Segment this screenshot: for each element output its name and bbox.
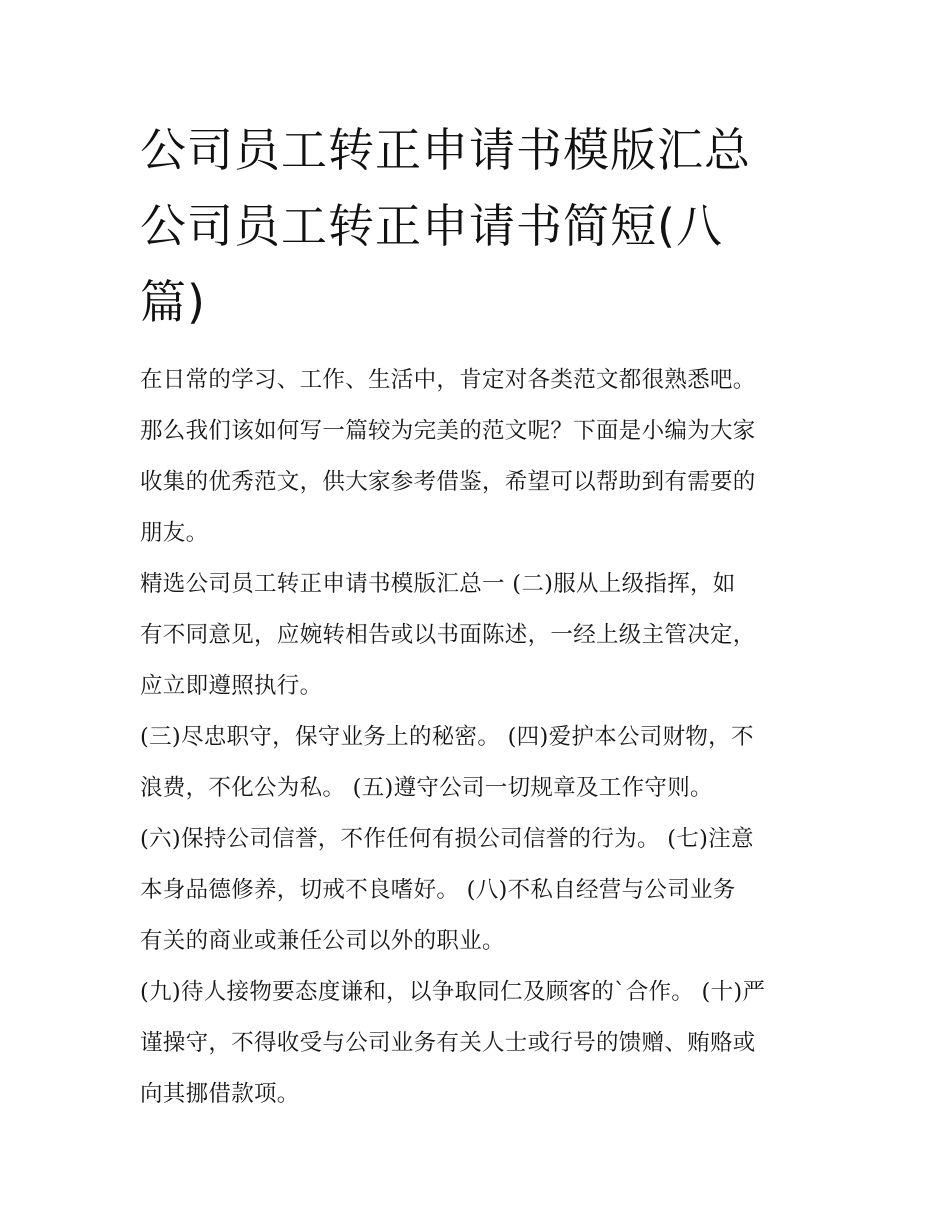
paragraph-rules-4 (140, 967, 830, 1120)
text-line: 谨操守，不得收受与公司业务有关人士或行号的馈赠、贿赂或 (140, 1030, 756, 1056)
text-line: 精选公司员工转正申请书模版汇总一 (二)服从上级指挥，如 (140, 571, 736, 597)
text-line: 本身品德修养，切戒不良嗜好。 (八)不私自经营与公司业务 (140, 877, 736, 903)
text-line: (九)待人接物要态度谦和，以争取同仁及顾客的`合作。 (十)严 (140, 979, 766, 1005)
document-title (140, 112, 820, 340)
text-line: 那么我们该如何写一篇较为完美的范文呢？下面是小编为大家 (140, 418, 756, 444)
text-line: 向其挪借款项。 (140, 1081, 300, 1107)
title-line: 公司员工转正申请书模版汇总 (140, 123, 751, 177)
text-line: (三)尽忠职守，保守业务上的秘密。 (四)爱护本公司财物，不 (140, 724, 754, 750)
text-line: 在日常的学习、工作、生活中，肯定对各类范文都很熟悉吧。 (140, 367, 756, 393)
title-line: 公司员工转正申请书简短(八 (140, 199, 723, 253)
document-body (140, 355, 830, 1120)
text-line: 有不同意见，应婉转相告或以书面陈述，一经上级主管决定， (140, 622, 756, 648)
paragraph-intro (140, 355, 830, 559)
paragraph-rules-3 (140, 814, 830, 967)
paragraph-rules-1 (140, 559, 830, 712)
text-line: 有关的商业或兼任公司以外的职业。 (140, 928, 505, 954)
text-line: 应立即遵照执行。 (140, 673, 323, 699)
paragraph-rules-2 (140, 712, 830, 814)
title-line: 篇) (140, 275, 206, 329)
text-line: 朋友。 (140, 520, 209, 546)
text-line: 收集的优秀范文，供大家参考借鉴，希望可以帮助到有需要的 (140, 469, 756, 495)
text-line: (六)保持公司信誉，不作任何有损公司信誉的行为。 (七)注意 (140, 826, 754, 852)
text-line: 浪费，不化公为私。 (五)遵守公司一切规章及工作守则。 (140, 775, 713, 801)
